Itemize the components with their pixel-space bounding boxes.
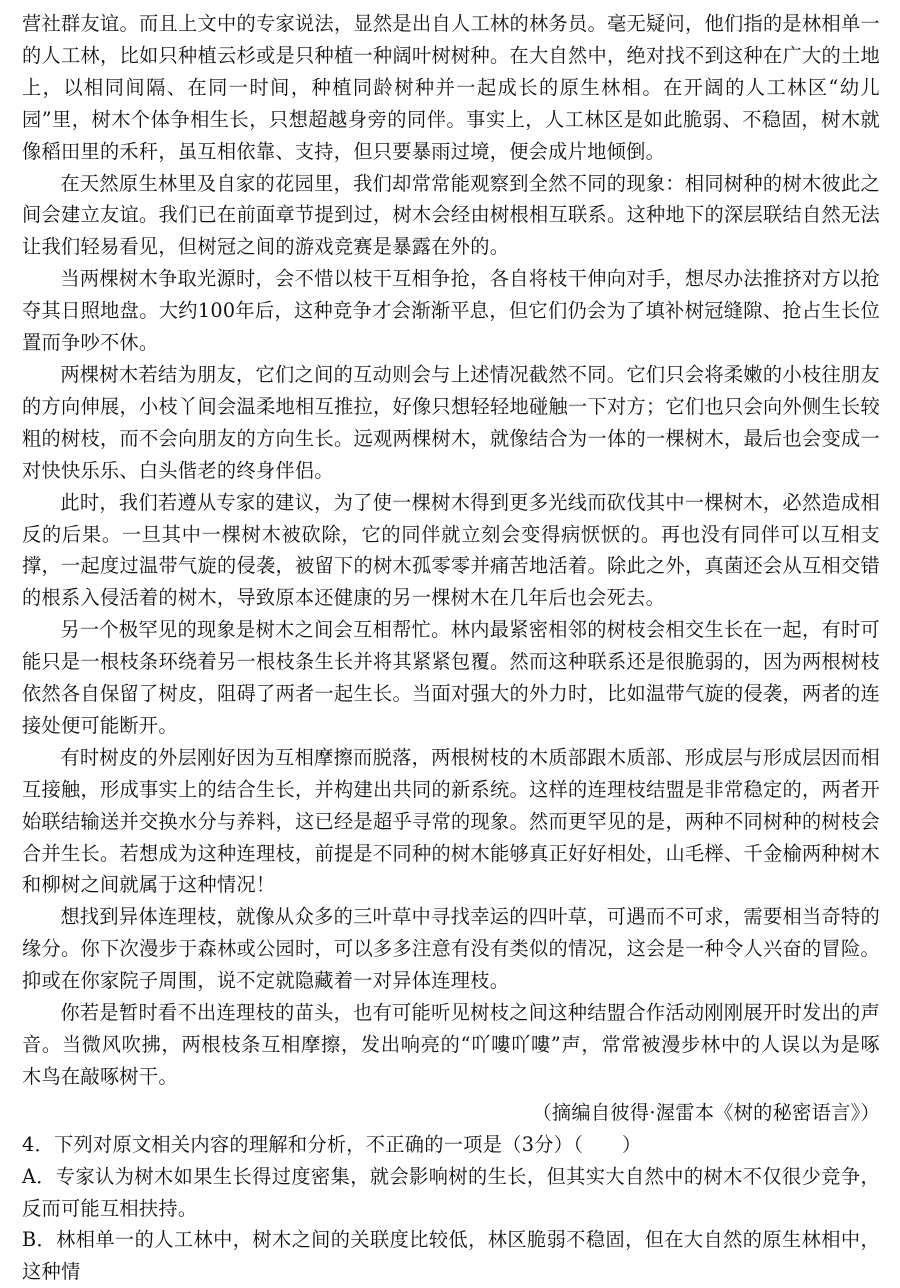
question-stem: 4．下列对原文相关内容的理解和分析，不正确的一项是（3分）（ ）	[22, 1132, 642, 1156]
article-paragraph-3: 当两棵树木争取光源时，会不惜以枝干互相争抢，各自将枝干伸向对手，想尽办法推挤对方以抢夺其日照地盘。大约100年后，这种竞争才会渐渐平息，但它们仍会为了填补树冠缝隙、抢占生长位置而争吵不休。	[22, 267, 880, 355]
question-option-b: B．林相单一的人工林中，树木之间的关联度比较低，林区脆弱不稳固，但在大自然的原生林相中，这种情	[22, 1228, 880, 1284]
article-paragraph-8: 想找到异体连理枝，就像从众多的三叶草中寻找幸运的四叶草，可遇而不可求，需要相当奇特的缘分。你下次漫步于森林或公园时，可以多多注意有没有类似的情况，这会是一种令人兴奋的冒险。抑或在你家院子周围，说不定就隐藏着一对异体连理枝。	[22, 905, 880, 993]
question-block	[22, 1129, 880, 1288]
article-paragraph-7: 有时树皮的外层刚好因为互相摩擦而脱落，两根树枝的木质部跟木质部、形成层与形成层因而相互接触，形成事实上的结合生长，并构建出共同的新系统。这样的连理枝结盟是非常稳定的，两者开始联结输送并交换水分与养料，这已经是超乎寻常的现象。然而更罕见的是，两种不同树种的树枝会合并生长。若想成为这种连理枝，前提是不同种的树木能够真正好好相处，山毛榉、千金榆两种树木和柳树之间就属于这种情况！	[22, 745, 880, 897]
article-paragraph-2: 在天然原生林里及自家的花园里，我们却常常能观察到全然不同的现象：相同树种的树木彼此之间会建立友谊。我们已在前面章节提到过，树木会经由树根相互联系。这种地下的深层联结自然无法让我们轻易看见，但树冠之间的游戏竞赛是暴露在外的。	[22, 171, 880, 259]
article-paragraph-1: 营社群友谊。而且上文中的专家说法，显然是出自人工林的林务员。毫无疑问，他们指的是林相单一的人工林，比如只种植云杉或是只种植一种阔叶树树种。在大自然中，绝对找不到这种在广大的土地上，以相同间隔、在同一时间，种植同龄树种并一起成长的原生林相。在开阔的人工林区“幼儿园”里，树木个体争相生长，只想超越身旁的同伴。事实上，人工林区是如此脆弱、不稳固，树木就像稻田里的禾秆，虽互相依靠、支持，但只要暴雨过境，便会成片地倾倒。	[22, 12, 880, 163]
article-paragraph-6: 另一个极罕见的现象是树木之间会互相帮忙。林内最紧密相邻的树枝会相交生长在一起，有时可能只是一根枝条环绕着另一根枝条生长并将其紧紧包覆。然而这种联系还是很脆弱的，因为两根树枝依然各自保留了树皮，阻碍了两者一起生长。当面对强大的外力时，比如温带气旋的侵袭，两者的连接处便可能断开。	[22, 618, 880, 737]
article-paragraph-9: 你若是暂时看不出连理枝的苗头，也有可能听见树枝之间这种结盟合作活动刚刚展开时发出的声音。当微风吹拂，两根枝条互相摩擦，发出响亮的“吖嘍吖嘍”声，常常被漫步林中的人误以为是啄木鸟在敲啄树干。	[22, 1001, 880, 1088]
question-option-a: A．专家认为树木如果生长得过度密集，就会影响树的生长，但其实大自然中的树木不仅很少竞争，反而可能互相扶持。	[22, 1164, 880, 1220]
document-page	[22, 8, 880, 1288]
article-paragraph-4: 两棵树木若结为朋友，它们之间的互动则会与上述情况截然不同。它们只会将柔嫩的小枝往朋友的方向伸展，小枝丫间会温柔地相互推拉，好像只想轻轻地碰触一下对方；它们也只会向外侧生长较粗的树枝，而不会向朋友的方向生长。远观两棵树木，就像结合为一体的一棵树木，最后也会变成一对快快乐乐、白头偕老的终身伴侣。	[22, 362, 880, 482]
article-source: （摘编自彼得·渥雷本《树的秘密语言》）	[532, 1100, 880, 1124]
article-paragraph-5: 此时，我们若遵从专家的建议，为了使一棵树木得到更多光线而砍伐其中一棵树木，必然造成相反的后果。一旦其中一棵树木被砍除，它的同伴就立刻会变得病恹恹的。再也没有同伴可以互相支撑，一起度过温带气旋的侵袭，被留下的树木孤零零并痛苦地活着。除此之外，真菌还会从互相交错的根系入侵活着的树木，导致原本还健康的另一棵树木在几年后也会死去。	[22, 490, 880, 610]
article-body	[22, 8, 880, 1129]
